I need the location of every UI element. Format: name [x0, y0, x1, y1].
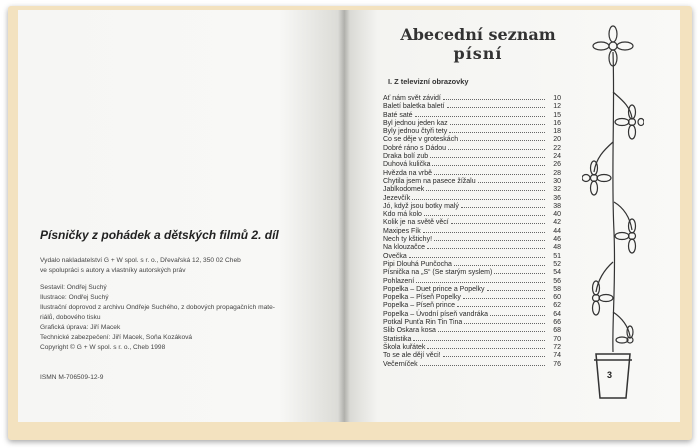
toc-entry — [383, 294, 561, 302]
toc-entry — [383, 278, 561, 286]
heading-line-1: Abecední seznam — [400, 25, 556, 44]
toc-entry — [383, 145, 561, 153]
toc-entry — [383, 178, 561, 186]
credit-line: Grafická úprava: Jiří Macek — [40, 324, 121, 331]
toc-entry — [383, 170, 561, 178]
toc-entry-page: 24 — [553, 153, 561, 161]
toc-dot-leader — [460, 140, 545, 141]
credit-line: Technické zabezpečení: Jiří Macek, Soňa Kozáková — [40, 334, 193, 341]
toc-entry-title: Draka bolí zub — [383, 153, 429, 161]
toc-dot-leader — [415, 116, 545, 117]
toc-dot-leader — [451, 223, 545, 224]
toc-entry-page: 64 — [553, 310, 561, 318]
toc-dot-leader — [420, 365, 545, 366]
toc-entry-title: Jablkodomek — [383, 186, 425, 194]
toc-entry — [383, 203, 561, 211]
toc-entry-title: Večerníček — [383, 360, 418, 368]
book-gutter — [338, 10, 350, 422]
toc-dot-leader — [412, 199, 545, 200]
toc-entry-page: 44 — [553, 227, 561, 235]
toc-entry-title: Ať nám svět závidí — [383, 95, 441, 102]
toc-dot-leader — [490, 315, 545, 316]
toc-dot-leader — [450, 124, 545, 125]
toc-dot-leader — [457, 306, 545, 307]
page-number: 3 — [607, 370, 613, 380]
publisher-line: ve spolupráci s autory a vlastníky autorských práv — [40, 267, 186, 274]
toc-dot-leader — [409, 257, 545, 258]
toc-entry — [383, 186, 561, 194]
toc-dot-leader — [443, 99, 545, 100]
toc-entry-page: 60 — [553, 294, 561, 302]
toc-entry — [383, 128, 561, 136]
toc-dot-leader — [449, 132, 545, 133]
toc-entry-page: 32 — [553, 186, 561, 194]
toc-entry — [383, 311, 561, 319]
toc-dot-leader — [447, 107, 546, 108]
toc-entry-page: 28 — [553, 169, 561, 177]
toc-entry — [383, 319, 561, 327]
page-heading — [380, 26, 576, 63]
toc-dot-leader — [478, 182, 545, 183]
toc-entry-title: Co se děje v groteskách — [383, 136, 459, 144]
toc-entry — [383, 352, 561, 360]
toc-entry-page: 74 — [553, 352, 561, 360]
isbn: ISMN M-706509-12-9 — [40, 374, 104, 381]
toc-dot-leader — [463, 298, 545, 299]
toc-entry-title: Popelka – Duet prince a Popelky — [383, 285, 485, 293]
toc-entry — [383, 253, 561, 261]
toc-dot-leader — [427, 348, 545, 349]
toc-entry — [383, 327, 561, 335]
toc-entry — [383, 161, 561, 169]
toc-entry-page: 22 — [553, 144, 561, 152]
toc-entry — [383, 336, 561, 344]
toc-entry-title: Písnička na „S“ (Se starým syslem) — [383, 269, 493, 277]
toc-entry-title: Kolik je na světě věcí — [383, 219, 449, 227]
section-title: I. Z televizní obrazovky — [388, 77, 469, 86]
toc-entry-page: 68 — [553, 327, 561, 335]
toc-entry-title: Škola kuřátek — [383, 343, 426, 351]
toc-entry-title: To se ale dějí věci! — [383, 352, 441, 360]
book-title: Písničky z pohádek a dětských filmů 2. díl — [40, 228, 279, 242]
toc-entry-page: 51 — [553, 252, 561, 260]
toc-dot-leader — [432, 165, 545, 166]
toc-dot-leader — [448, 149, 545, 150]
toc-entry-title: Nech ty kštichy! — [383, 236, 433, 244]
toc-entry-page: 70 — [553, 335, 561, 343]
toc-entry-title: Popelka – Píseň prince — [383, 302, 455, 310]
flower-pot-illustration — [582, 22, 644, 402]
publisher-line: Vydalo nakladatelství G + W spol. s r. o., Dřevařská 12, 350 02 Cheb — [40, 257, 241, 264]
toc-dot-leader — [426, 190, 545, 191]
credit-line: Copyright © G + W spol. s r. o., Cheb 1998 — [40, 344, 166, 351]
toc-entry — [383, 136, 561, 144]
toc-entry-page: 20 — [553, 136, 561, 144]
toc-entry-title: Duhová kulička — [383, 161, 431, 169]
toc-entry-page: 10 — [553, 95, 561, 102]
toc-dot-leader — [423, 232, 545, 233]
toc-entry — [383, 236, 561, 244]
toc-dot-leader — [434, 240, 545, 241]
credit-line: Ilustrace: Ondřej Suchý — [40, 294, 109, 301]
toc-entry-title: Jezevčík — [383, 194, 411, 202]
toc-entry-title: Pohlazení — [383, 277, 415, 285]
toc-dot-leader — [424, 215, 545, 216]
toc-entry — [383, 120, 561, 128]
toc-entry-title: Kdo má kolo — [383, 211, 422, 219]
toc-entry-title: Jó, když jsou botky malý — [383, 202, 459, 210]
heading-line-2: písní — [453, 44, 503, 63]
toc-entry-page: 26 — [553, 161, 561, 169]
toc-entry-title: Dobré ráno s Dádou — [383, 144, 447, 152]
credit-line: Sestavil: Ondřej Suchý — [40, 284, 107, 291]
toc-dot-leader — [416, 282, 545, 283]
toc-entry-page: 48 — [553, 244, 561, 252]
toc-entry-title: Pipi Dlouhá Punčocha — [383, 260, 452, 268]
toc-entry-page: 58 — [553, 285, 561, 293]
credit-line: Ilustrační doprovod z archivu Ondřeje Suchého, z dobových propagačních mate- — [40, 304, 275, 311]
toc-entry — [383, 261, 561, 269]
toc-entry — [383, 195, 561, 203]
toc-entry-title: Ovečka — [383, 252, 407, 260]
toc-entry-page: 18 — [553, 128, 561, 136]
toc-entry — [383, 228, 561, 236]
toc-list — [383, 95, 561, 369]
toc-entry-page: 40 — [553, 211, 561, 219]
toc-entry — [383, 244, 561, 252]
toc-entry-page: 12 — [553, 103, 561, 111]
toc-entry-title: Baletí baletka baletí — [383, 103, 445, 111]
toc-entry-title: Slib Oskara kosa — [383, 327, 436, 335]
toc-dot-leader — [494, 273, 545, 274]
toc-dot-leader — [413, 340, 545, 341]
toc-entry-page: 52 — [553, 260, 561, 268]
toc-entry-page: 54 — [553, 269, 561, 277]
toc-dot-leader — [461, 207, 545, 208]
toc-entry-page: 46 — [553, 236, 561, 244]
toc-entry-title: Popelka – Úvodní píseň vandráka — [383, 310, 489, 318]
toc-entry-title: Hvězda na vrbě — [383, 169, 433, 177]
toc-entry-page: 15 — [553, 111, 561, 119]
toc-entry — [383, 269, 561, 277]
credit-line: riálů, dobového tisku — [40, 314, 101, 321]
toc-entry-title: Byly jednou čtyři tety — [383, 128, 448, 136]
toc-entry — [383, 302, 561, 310]
toc-entry-page: 38 — [553, 202, 561, 210]
toc-entry — [383, 361, 561, 369]
toc-dot-leader — [454, 265, 545, 266]
toc-entry — [383, 103, 561, 111]
toc-entry — [383, 211, 561, 219]
toc-entry-title: Na klouzačce — [383, 244, 426, 252]
toc-dot-leader — [464, 323, 545, 324]
imprint-block — [40, 210, 320, 381]
toc-entry-title: Baté saté — [383, 111, 413, 119]
toc-entry — [383, 344, 561, 352]
toc-entry-page: 62 — [553, 302, 561, 310]
toc-dot-leader — [430, 157, 545, 158]
toc-entry — [383, 112, 561, 120]
toc-dot-leader — [427, 248, 545, 249]
toc-entry — [383, 219, 561, 227]
toc-entry-page: 72 — [553, 343, 561, 351]
toc-entry — [383, 153, 561, 161]
toc-entry-title: Potkal Punťa Rin Tin Tina — [383, 319, 463, 327]
toc-entry — [383, 286, 561, 294]
toc-entry-title: Maxipes Fík — [383, 227, 421, 235]
toc-dot-leader — [443, 356, 545, 357]
toc-dot-leader — [434, 174, 545, 175]
toc-entry-page: 42 — [553, 219, 561, 227]
toc-entry-title: Statistika — [383, 335, 412, 343]
toc-entry-page: 16 — [553, 119, 561, 127]
toc-entry-page: 36 — [553, 194, 561, 202]
toc-entry-page: 30 — [553, 177, 561, 185]
toc-entry-title: Chytila jsem na pasece žížalu — [383, 177, 476, 185]
toc-dot-leader — [487, 290, 545, 291]
toc-entry-page: 56 — [553, 277, 561, 285]
toc-entry-title: Byl jednou jeden kaz — [383, 119, 448, 127]
toc-entry — [383, 95, 561, 103]
toc-entry-page: 66 — [553, 319, 561, 327]
toc-entry-title: Popelka – Píseň Popelky — [383, 294, 461, 302]
toc-entry-page: 76 — [553, 360, 561, 368]
toc-dot-leader — [438, 331, 545, 332]
